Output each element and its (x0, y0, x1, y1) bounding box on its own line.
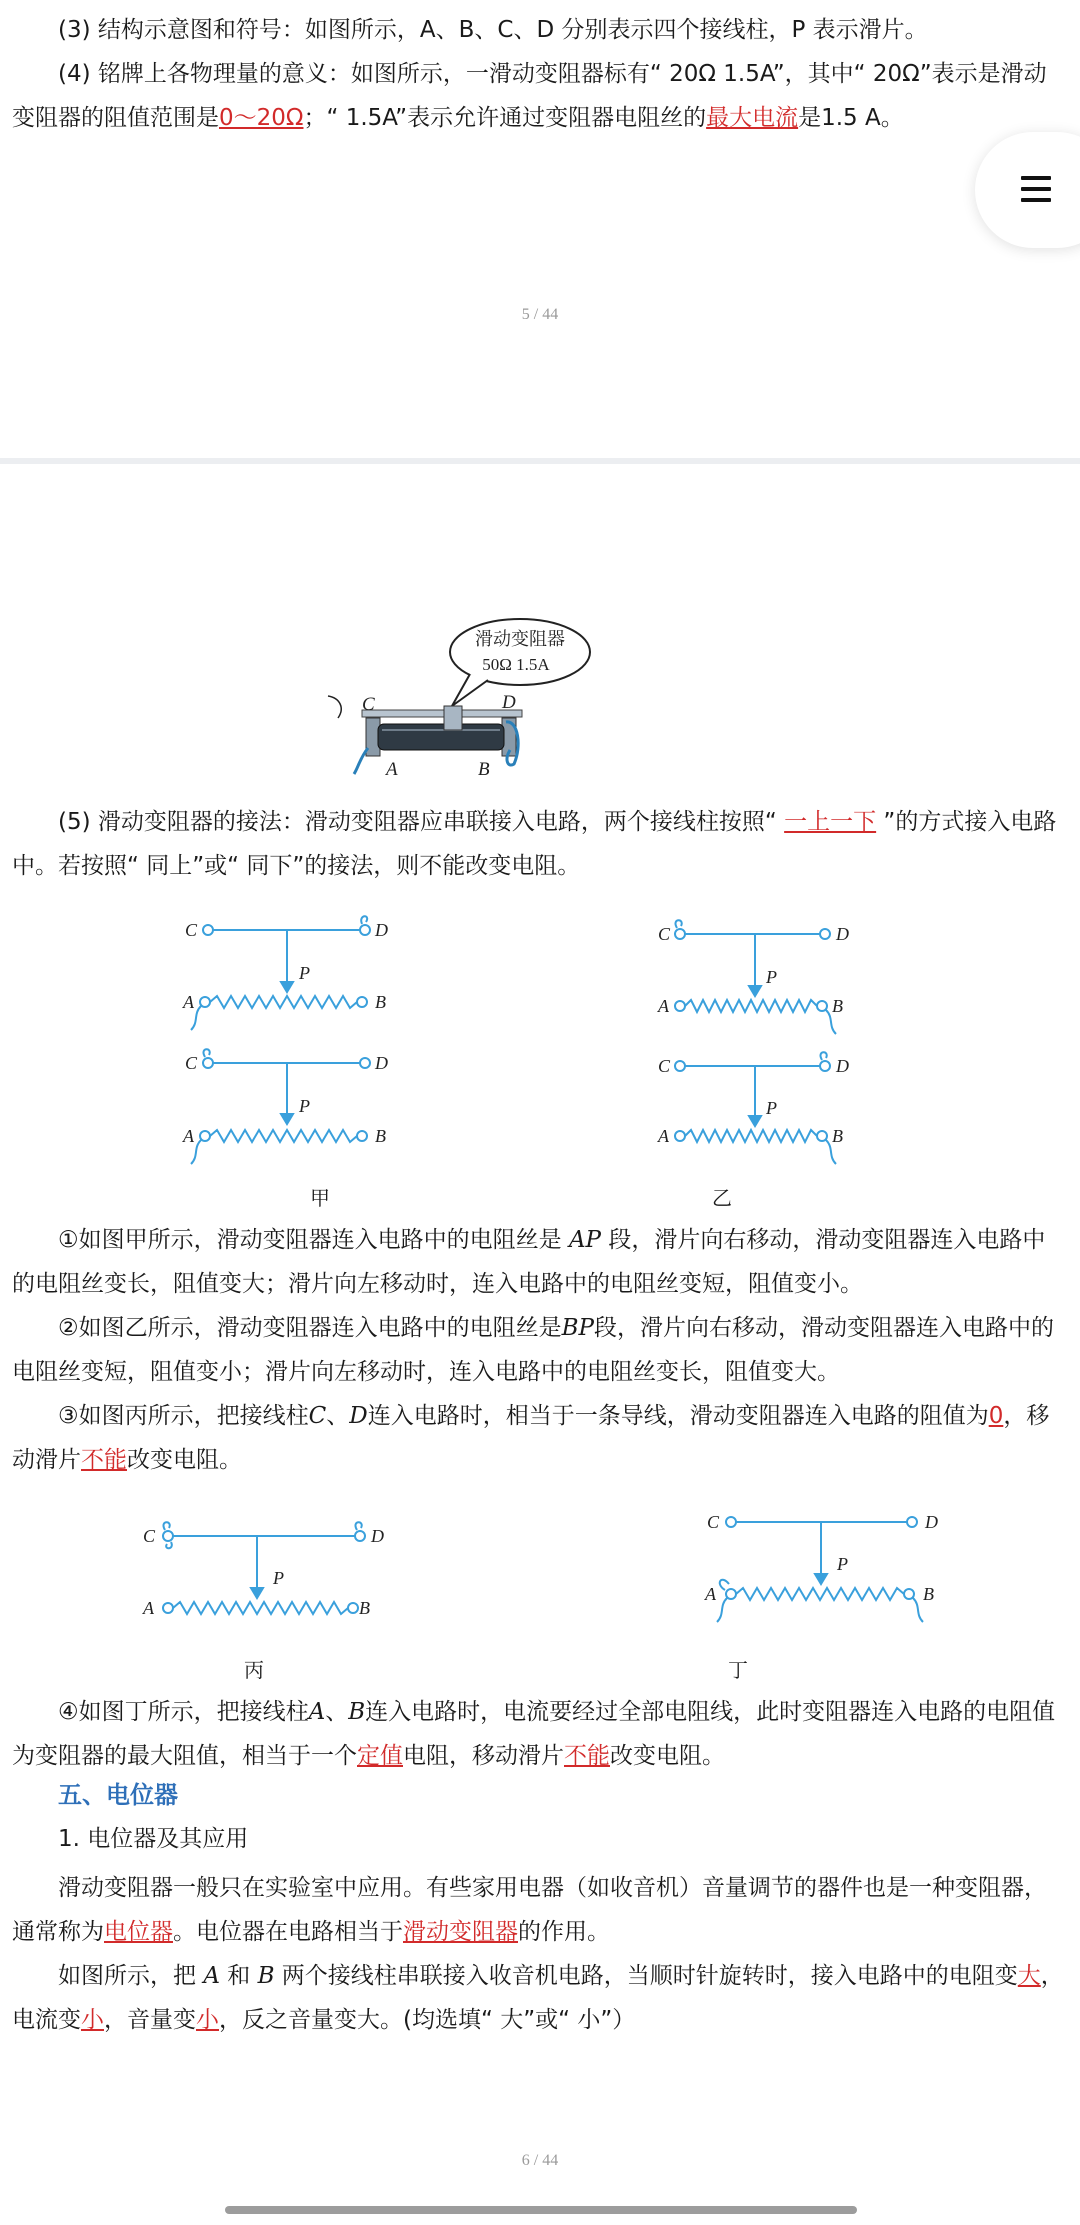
section-potentiometer-title: 五、电位器 (58, 1781, 178, 1809)
explain-ding-d: 改变电阻。 (610, 1743, 725, 1769)
page-number-5: 5 / 44 (521, 306, 559, 323)
answer-zero: 0 (988, 1403, 1004, 1429)
diagram-bing (135, 1502, 395, 1632)
explain-yi (12, 1306, 1068, 1394)
pot-ex-c: ，电流变 (12, 1963, 1064, 2033)
answer-larger: 大 (1017, 1963, 1041, 1989)
answer-smaller-2: 小 (196, 2007, 219, 2033)
explain-bing-a: ③如图丙所示，把接线柱 (58, 1403, 309, 1429)
ding-d: D (925, 1512, 938, 1532)
explain-ding-sep: 、 (325, 1699, 349, 1725)
ding-c: C (707, 1512, 720, 1532)
answer-smaller-1: 小 (81, 2007, 104, 2033)
jia-top-d: D (375, 920, 388, 940)
item-4-text-c: 是1.5 A。 (798, 105, 904, 131)
terminal-d-label: D (502, 692, 516, 713)
bing-p: P (273, 1568, 284, 1588)
explain-jia-b: 段，滑片向右移动，滑动变阻器连入电路中的电阻丝变长，阻值变大；滑片向左移动时，连入电路中的电阻丝变短，阻值变小。 (12, 1227, 1046, 1297)
terminal-b-label: B (478, 759, 490, 780)
explain-ding (12, 1690, 1068, 1778)
explain-jia-a: ①如图甲所示，滑动变阻器连入电路中的电阻丝是 (58, 1227, 569, 1253)
explain-ding-a: ④如图丁所示，把接线柱 (58, 1699, 309, 1725)
home-indicator[interactable] (225, 2206, 857, 2214)
answer-rheostat: 滑动变阻器 (403, 1919, 518, 1945)
page-separator (0, 458, 1080, 464)
diagram-yi (640, 910, 880, 1170)
explain-bing-d: 改变电阻。 (127, 1447, 242, 1473)
answer-cannot-1: 不能 (81, 1447, 127, 1473)
yi-bottom-b: B (832, 1126, 843, 1146)
potentiometer-intro (12, 1866, 1068, 1954)
item-4-text-a: (4) 铭牌上各物理量的意义：如图所示，一滑动变阻器标有“ 20Ω 1.5A”，其中“ 20Ω”表示是滑动变阻器的阻值范围是 (12, 61, 1047, 131)
yi-bottom-p: P (766, 1098, 777, 1118)
ding-b: B (923, 1584, 934, 1604)
terminal-b-ref: B (348, 1699, 366, 1725)
yi-bottom-c: C (658, 1056, 671, 1076)
pot-terminal-b: B (257, 1963, 275, 1989)
answer-resistance-range: 0～20Ω (219, 105, 304, 131)
item-5-connection (12, 800, 1068, 888)
rheostat-slider (444, 706, 462, 730)
explain-bing-c: ，移动滑片 (12, 1403, 1050, 1473)
jia-top-c: C (185, 920, 198, 940)
explain-bing (12, 1394, 1068, 1482)
answer-one-up-one-down: 一上一下 (784, 809, 877, 835)
terminal-c-label: C (362, 694, 375, 715)
jia-top-b: B (375, 992, 386, 1012)
explain-jia (12, 1218, 1068, 1306)
jia-bottom-p: P (299, 1096, 310, 1116)
explain-ding-c: 电阻，移动滑片 (403, 1743, 564, 1769)
hamburger-menu-icon (1021, 176, 1051, 209)
pot-intro-a: 滑动变阻器一般只在实验室中应用。有些家用电器（如收音机）音量调节的器件也是一种变阻器，通常称为 (12, 1875, 1047, 1945)
pot-ex-e: ，反之音量变大。(均选填“ 大”或“ 小”） (219, 2007, 636, 2033)
jia-bottom-b: B (375, 1126, 386, 1146)
nameplate-line2: 50Ω 1.5A (482, 655, 550, 674)
rheostat-coil (378, 724, 504, 750)
explain-yi-a: ②如图乙所示，滑动变阻器连入电路中的电阻丝是 (58, 1315, 562, 1341)
bing-b: B (359, 1598, 370, 1618)
explain-bing-sep: 、 (326, 1403, 350, 1429)
potentiometer-example (12, 1954, 1068, 2042)
jia-bottom-d: D (375, 1053, 388, 1073)
jia-top-p: P (299, 963, 310, 983)
yi-top-p: P (766, 967, 777, 987)
terminal-c-ref: C (308, 1403, 327, 1429)
bing-d: D (371, 1526, 384, 1546)
ding-p: P (837, 1554, 848, 1574)
bing-a: A (143, 1598, 154, 1618)
pot-intro-c: 的作用。 (518, 1919, 610, 1945)
item-4-nameplate (12, 52, 1068, 140)
answer-max-current: 最大电流 (706, 105, 799, 131)
item-5-text-a: (5) 滑动变阻器的接法：滑动变阻器应串联接入电路，两个接线柱按照“ (58, 809, 785, 835)
yi-top-a: A (658, 996, 669, 1016)
subheading-potentiometer-use: 1. 电位器及其应用 (58, 1826, 249, 1852)
yi-top-d: D (836, 924, 849, 944)
terminal-d-ref: D (349, 1403, 368, 1429)
caption-ding: 丁 (728, 1658, 748, 1682)
item-4-text-b: ；“ 1.5A”表示允许通过变阻器电阻丝的 (303, 105, 707, 131)
rheostat-slide-bar (362, 710, 522, 717)
bing-c: C (143, 1526, 156, 1546)
segment-ap: AP (568, 1227, 602, 1253)
caption-yi: 乙 (712, 1186, 732, 1210)
answer-cannot-2: 不能 (564, 1743, 610, 1769)
pot-intro-b: 。电位器在电路相当于 (173, 1919, 403, 1945)
item-5-text-b: ”的方式接入电路中。若按照“ 同上”或“ 同下”的接法，则不能改变电阻。 (12, 809, 1057, 879)
jia-bottom-c: C (185, 1053, 198, 1073)
terminal-a-ref: A (308, 1699, 326, 1725)
rheostat-illustration (320, 618, 600, 788)
pot-terminal-a: A (203, 1963, 220, 1989)
explain-ding-b: 连入电路时，电流要经过全部电阻线，此时变阻器连入电路的电阻值为变阻器的最大阻值，相当于一个 (12, 1699, 1056, 1769)
menu-button[interactable] (975, 132, 1080, 248)
yi-bottom-a: A (658, 1126, 669, 1146)
caption-bing: 丙 (244, 1658, 264, 1682)
yi-top-c: C (658, 924, 671, 944)
jia-bottom-a: A (183, 1126, 194, 1146)
answer-fixed-value: 定值 (357, 1743, 403, 1769)
nameplate-line1: 滑动变阻器 (475, 629, 565, 649)
caption-jia: 甲 (310, 1186, 330, 1210)
yi-bottom-d: D (836, 1056, 849, 1076)
page-number-6: 6 / 44 (521, 2152, 559, 2169)
diagram-jia (175, 910, 415, 1170)
item-3-structure: (3) 结构示意图和符号：如图所示，A、B、C、D 分别表示四个接线柱，P 表示滑片。 (58, 17, 928, 43)
ding-a: A (705, 1584, 716, 1604)
jia-top-a: A (183, 992, 194, 1012)
explain-bing-b: 连入电路时，相当于一条导线，滑动变阻器连入电路的阻值为 (367, 1403, 989, 1429)
pot-ex-and: 和 (219, 1963, 258, 1989)
pot-ex-a: 如图所示，把 (58, 1963, 204, 1989)
answer-potentiometer: 电位器 (104, 1919, 173, 1945)
explain-yi-b: 段，滑片向右移动，滑动变阻器连入电路中的电阻丝变短，阻值变小；滑片向左移动时，连入电路中的电阻丝变长，阻值变大。 (12, 1315, 1055, 1385)
segment-bp: BP (561, 1315, 595, 1341)
yi-top-b: B (832, 996, 843, 1016)
terminal-a-label: A (386, 759, 398, 780)
pot-ex-d: ，音量变 (104, 2007, 196, 2033)
diagram-ding (695, 1502, 955, 1632)
pot-ex-b: 两个接线柱串联接入收音机电路，当顺时针旋转时，接入电路中的电阻变 (274, 1963, 1018, 1989)
